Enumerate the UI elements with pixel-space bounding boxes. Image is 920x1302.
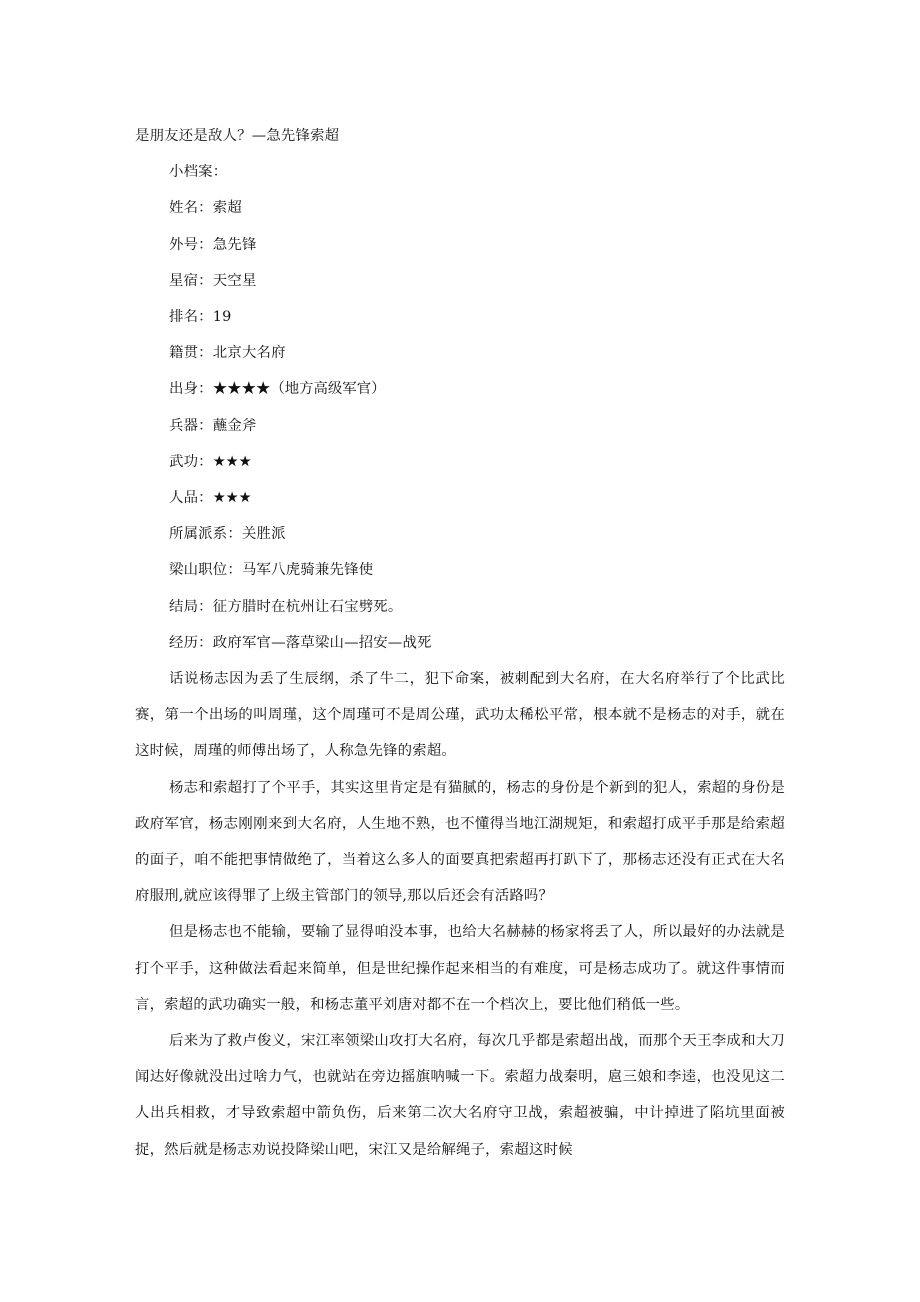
profile-value: 蘸金斧 xyxy=(212,417,257,434)
body-text xyxy=(135,661,785,1168)
profile-value: 天空星 xyxy=(212,272,257,289)
profile-item-faction xyxy=(135,516,785,552)
profile-item-ending xyxy=(135,589,785,625)
profile-label: 所属派系： xyxy=(169,526,242,543)
profile-heading: 小档案： xyxy=(169,164,228,181)
profile-value: 征方腊时在杭州让石宝劈死。 xyxy=(212,598,403,615)
profile-item-name xyxy=(135,190,785,226)
profile-value: 马军八虎骑兼先锋使 xyxy=(241,562,374,579)
profile-label: 姓名： xyxy=(169,200,213,217)
profile-item-origin xyxy=(135,371,785,407)
profile-label: 经历： xyxy=(169,634,213,651)
paragraph: 话说杨志因为丢了生辰纲，杀了牛二，犯下命案，被刺配到大名府，在大名府举行了个比武比赛，第一个出场的叫周瑾，这个周瑾可不是周公瑾，武功太稀松平常，根本就不是杨志的对手，就在这时候，周瑾的师傅出场了，人称急先锋的索超。 xyxy=(135,671,785,760)
profile-value: 19 xyxy=(212,309,232,326)
profile-value: 政府军官—落草梁山—招安—战死 xyxy=(212,634,432,651)
paragraph: 但是杨志也不能输，要输了显得咱没本事，也给大名赫赫的杨家将丢了人，所以最好的办法就是打个平手，这种做法看起来简单，但是世纪操作起来相当的有难度，可是杨志成功了。就这件事情而言，索超的武功确实一般，和杨志董平刘唐对都不在一个档次上，要比他们稍低一些。 xyxy=(135,924,785,1013)
profile-value-star-rating: ★★★★（地方高级军官） xyxy=(212,381,386,398)
profile-item-weapon xyxy=(135,408,785,444)
profile-item-martial-arts xyxy=(135,444,785,480)
profile-label: 出身： xyxy=(169,381,213,398)
profile-value: 索超 xyxy=(212,200,242,217)
profile-label: 结局： xyxy=(169,598,213,615)
profile-label: 人品： xyxy=(169,490,213,507)
profile-item-position xyxy=(135,552,785,588)
profile-value: 关胜派 xyxy=(241,526,286,543)
profile-item-star xyxy=(135,263,785,299)
paragraph: 后来为了救卢俊义，宋江率领梁山攻打大名府，每次几乎都是索超出战，而那个天王李成和大刀闻达好像就没出过啥力气，也就站在旁边摇旗呐喊一下。索超力战秦明，扈三娘和李逵，也没见这二人出兵相救，才导致索超中箭负伤，后来第二次大名府守卫战，索超被骗，中计掉进了陷坑里面被捉，然后就是杨志劝说投降梁山吧，宋江又是给解绳子，索超这时候 xyxy=(135,1033,785,1158)
profile-label: 兵器： xyxy=(169,417,213,434)
profile-label: 外号： xyxy=(169,236,213,253)
profile-label: 排名： xyxy=(169,309,213,326)
document-title: 是朋友还是敌人？—急先锋索超 xyxy=(135,128,340,144)
paragraph: 杨志和索超打了个平手，其实这里肯定是有猫腻的，杨志的身份是个新到的犯人，索超的身份是政府军官，杨志刚刚来到大名府，人生地不熟，也不懂得当地江湖规矩，和索超打成平手那是给索超的面子，咱不能把事情做绝了，当着这么多人的面要真把索超再打趴下了，那杨志还没有正式在大名府服刑,就应该得罪了上级主管部门的领导,那以后还会有活路吗？ xyxy=(135,779,785,905)
profile-value: 急先锋 xyxy=(212,236,257,253)
profile-list xyxy=(135,190,785,661)
profile-value-star-rating: ★★★ xyxy=(212,453,252,470)
profile-label: 武功： xyxy=(169,453,213,470)
profile-item-character xyxy=(135,480,785,516)
profile-item-nickname xyxy=(135,227,785,263)
profile-label: 籍贯： xyxy=(169,345,213,362)
profile-item-rank xyxy=(135,299,785,335)
profile-value: 北京大名府 xyxy=(212,345,286,362)
document-page xyxy=(135,118,785,1168)
profile-item-hometown xyxy=(135,335,785,371)
profile-item-history xyxy=(135,625,785,661)
profile-label: 星宿： xyxy=(169,272,213,289)
profile-value-star-rating: ★★★ xyxy=(212,490,252,507)
profile-label: 梁山职位： xyxy=(169,562,242,579)
